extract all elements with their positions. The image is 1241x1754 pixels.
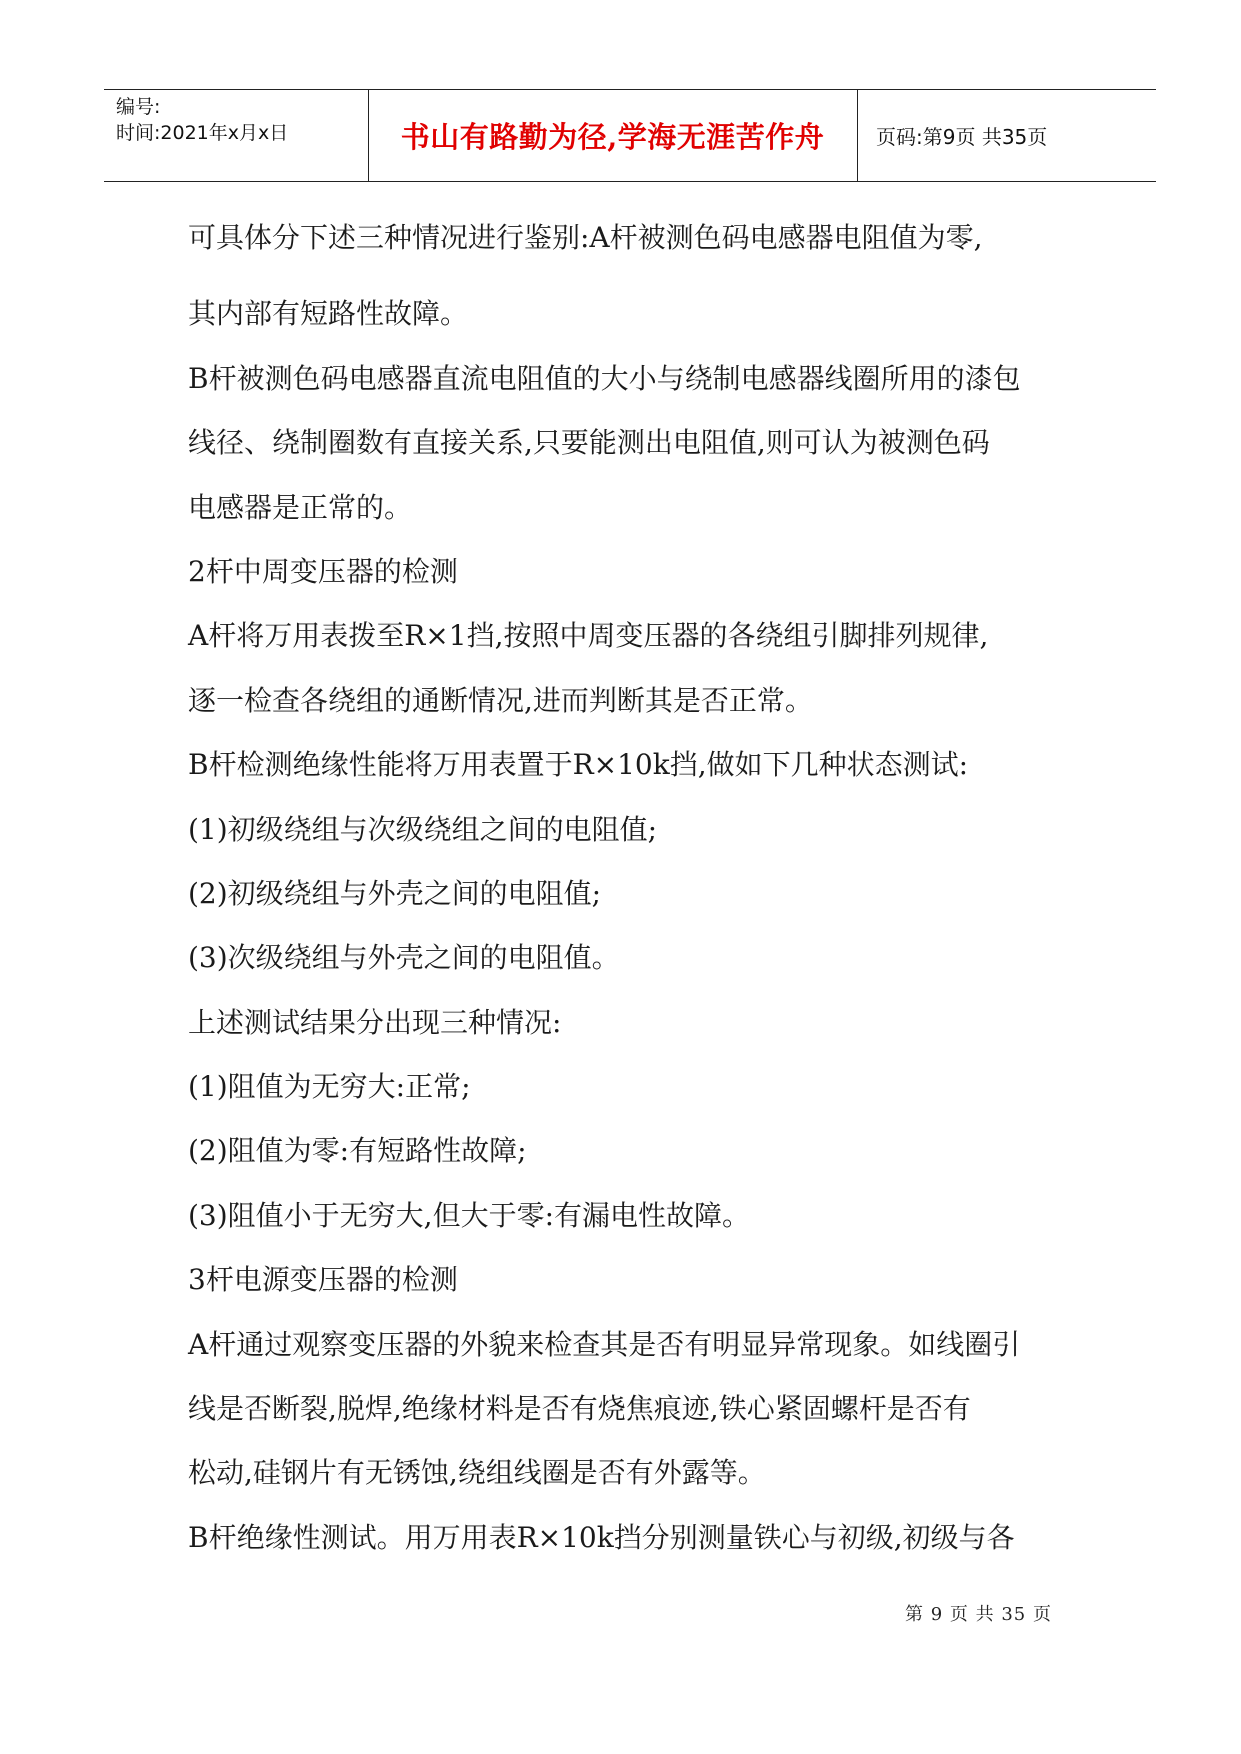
list-item: (1)初级绕组与次级绕组之间的电阻值; (188, 812, 658, 846)
list-item: (1)阻值为无穷大:正常; (188, 1070, 471, 1104)
body-line: B杆检测绝缘性能将万用表置于R×10k挡,做如下几种状态测试: (188, 748, 969, 782)
header-page-label: 页码:第9页 共35页 (876, 125, 1048, 149)
body-line: 松动,硅钢片有无锈蚀,绕组线圈是否有外露等。 (188, 1456, 766, 1490)
document-body (188, 218, 1068, 1570)
body-line: 上述测试结果分出现三种情况: (188, 1005, 562, 1039)
body-line: A杆将万用表拨至R×1挡,按照中周变压器的各绕组引脚排列规律, (188, 619, 989, 653)
section-heading: 3杆电源变压器的检测 (188, 1263, 458, 1297)
list-item: (3)次级绕组与外壳之间的电阻值。 (188, 941, 620, 975)
header-motto: 书山有路勤为径,学海无涯苦作舟 (400, 120, 825, 154)
list-item: (3)阻值小于无穷大,但大于零:有漏电性故障。 (188, 1198, 750, 1232)
body-line: 可具体分下述三种情况进行鉴别:A杆被测色码电感器电阻值为零, (188, 221, 983, 254)
section-heading: 2杆中周变压器的检测 (188, 554, 458, 588)
list-item: (2)阻值为零:有短路性故障; (188, 1134, 527, 1168)
body-line: 逐一检查各绕组的通断情况,进而判断其是否正常。 (188, 683, 813, 717)
list-item: (2)初级绕组与外壳之间的电阻值; (188, 876, 602, 910)
body-line: 线径、绕制圈数有直接关系,只要能测出电阻值,则可认为被测色码 (188, 426, 990, 460)
header-number-label: 编号: (116, 96, 161, 118)
body-line: 线是否断裂,脱焊,绝缘材料是否有烧焦痕迹,铁心紧固螺杆是否有 (188, 1392, 971, 1426)
header-time-label: 时间:2021年x月x日 (116, 122, 289, 144)
page-footer: 第 9 页 共 35 页 (905, 1604, 1052, 1625)
header-left-info (116, 94, 288, 146)
document-header (104, 89, 1156, 182)
header-divider-right (857, 90, 858, 181)
body-line: 其内部有短路性故障。 (188, 297, 469, 331)
body-line: A杆通过观察变压器的外貌来检查其是否有明显异常现象。如线圈引 (188, 1327, 1021, 1361)
body-line: B杆绝缘性测试。用万用表R×10k挡分别测量铁心与初级,初级与各 (188, 1520, 1015, 1554)
body-line: 电感器是正常的。 (188, 490, 413, 524)
body-line: B杆被测色码电感器直流电阻值的大小与绕制电感器线圈所用的漆包 (188, 361, 1021, 395)
